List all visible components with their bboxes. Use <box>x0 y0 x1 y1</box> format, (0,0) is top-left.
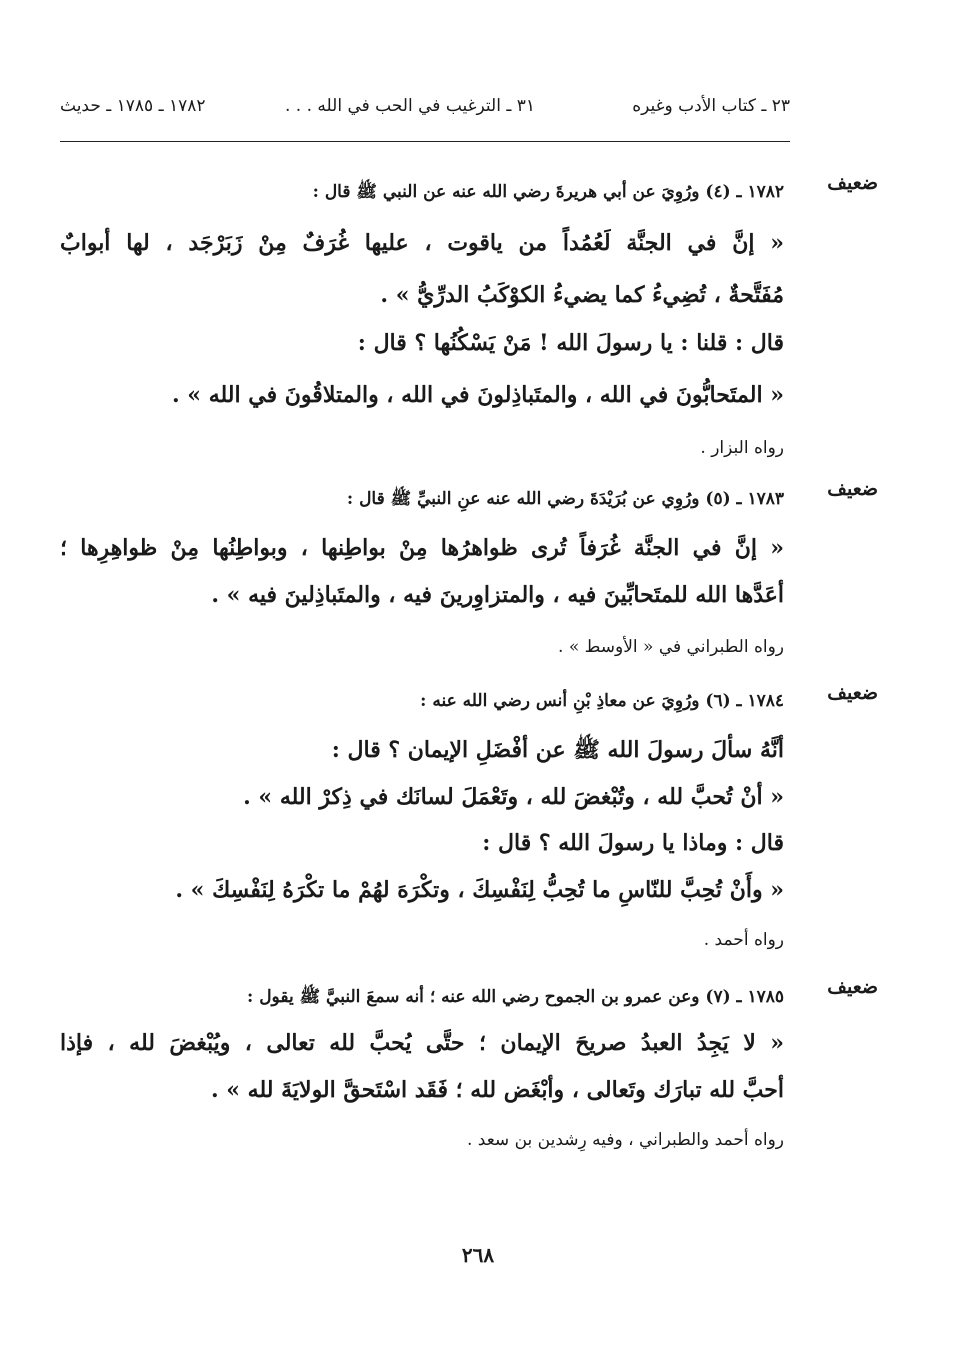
header-hadith-range: ١٧٨٢ ـ ١٧٨٥ ـ حديث <box>60 96 206 116</box>
running-header <box>60 96 790 126</box>
hadith-text-line: أحبَّ لله تبارَك وتَعالى ، وأبْغَض لله ؛ فَقَد اسْتَحقَّ الولايَةَ لله » . <box>210 1077 784 1103</box>
hadith-text-line: « لا يَجِدُ العبدُ صريحَ الإيمان ؛ حتَّى يُحبَّ لله تعالى ، ويُبْغضَ لله ، فإذا <box>60 1030 784 1056</box>
page-number: ٢٦٨ <box>461 1243 495 1267</box>
hadith-source-1784: رواه أحمد . <box>703 930 784 950</box>
grade-label-1782: ضعيف <box>827 172 878 194</box>
hadith-intro-1782: ١٧٨٢ ـ (٤) ورُوِيَ عن أبي هريرةَ رضي الله عنه عن النبي ﷺ قال : <box>312 182 784 202</box>
grade-label-1783: ضعيف <box>827 478 878 500</box>
hadith-text-line: « إنَّ في الجنَّة غُرَفاً تُرى ظواهرُها مِنْ بواطِنها ، وبواطِنُها مِنْ ظواهِرِها ؛ <box>60 535 784 561</box>
hadith-text-line: « أنْ تُحبَّ لله ، وتُبْغضَ لله ، وتَعْمَلَ لسانَك في ذِكرْ الله » . <box>243 784 784 810</box>
hadith-intro-1783: ١٧٨٣ ـ (٥) ورُوِي عن بُرَيْدَةَ رضي الله عنه عنِ النبيِّ ﷺ قال : <box>346 489 784 509</box>
hadith-text-line: أنَّهُ سألَ رسولَ الله ﷺ عن أفْضَلِ الإيمان ؟ قال : <box>331 737 784 763</box>
hadith-intro-1785: ١٧٨٥ ـ (٧) وعن عمرو بن الجموح رضي الله عنه ؛ أنه سمعَ النبيَّ ﷺ يقول : <box>247 987 784 1007</box>
header-rule <box>60 141 790 142</box>
hadith-text-line: « المتَحابُّونَ في الله ، والمتَباذِلونَ في الله ، والمتلاقُونَ في الله » . <box>171 382 784 408</box>
hadith-text-line: قال : وماذا يا رسولَ الله ؟ قال : <box>482 830 784 856</box>
hadith-text-line: مُفَتَّحةٌ ، تُضِيءُ كما يضيءُ الكوْكَبُ الدرِّيُّ » . <box>380 282 784 308</box>
hadith-source-1783: رواه الطبراني في « الأوسط » . <box>558 637 784 657</box>
header-section: ٣١ ـ الترغيب في الحب في الله . . . <box>284 96 535 116</box>
hadith-text-line: قال : قلنا : يا رسولَ الله ! مَنْ يَسْكُنُها ؟ قال : <box>357 330 784 356</box>
hadith-text-line: أعَدَّها الله للمتَحابِّينَ فيه ، والمتزاوِرينَ فيه ، والمتَباذِلينَ فيه » . <box>211 582 784 608</box>
header-chapter: ٢٣ ـ كتاب الأدب وغيره <box>632 96 790 116</box>
hadith-source-1785: رواه أحمد والطبراني ، وفيه رِشدين بن سعد . <box>466 1130 784 1150</box>
hadith-text-line: « إنَّ في الجنَّة لَعُمُداً من ياقوت ، عليها غُرَفٌ مِنْ زَبَرْجَد ، لها أبوابٌ <box>60 230 784 256</box>
hadith-intro-1784: ١٧٨٤ ـ (٦) ورُوِيَ عن معاذِ بْنِ أنس رضي الله عنه : <box>420 691 784 711</box>
hadith-text-line: « وأَنْ تُحِبَّ للنّاسِ ما تُحِبُّ لِنَفْسِكَ ، وتكْرَهَ لهُمْ ما تكْرَهُ لِنَفْسِكَ » . <box>175 877 784 903</box>
grade-label-1784: ضعيف <box>827 682 878 704</box>
grade-label-1785: ضعيف <box>827 976 878 998</box>
hadith-source-1782: رواه البزار . <box>700 438 784 458</box>
